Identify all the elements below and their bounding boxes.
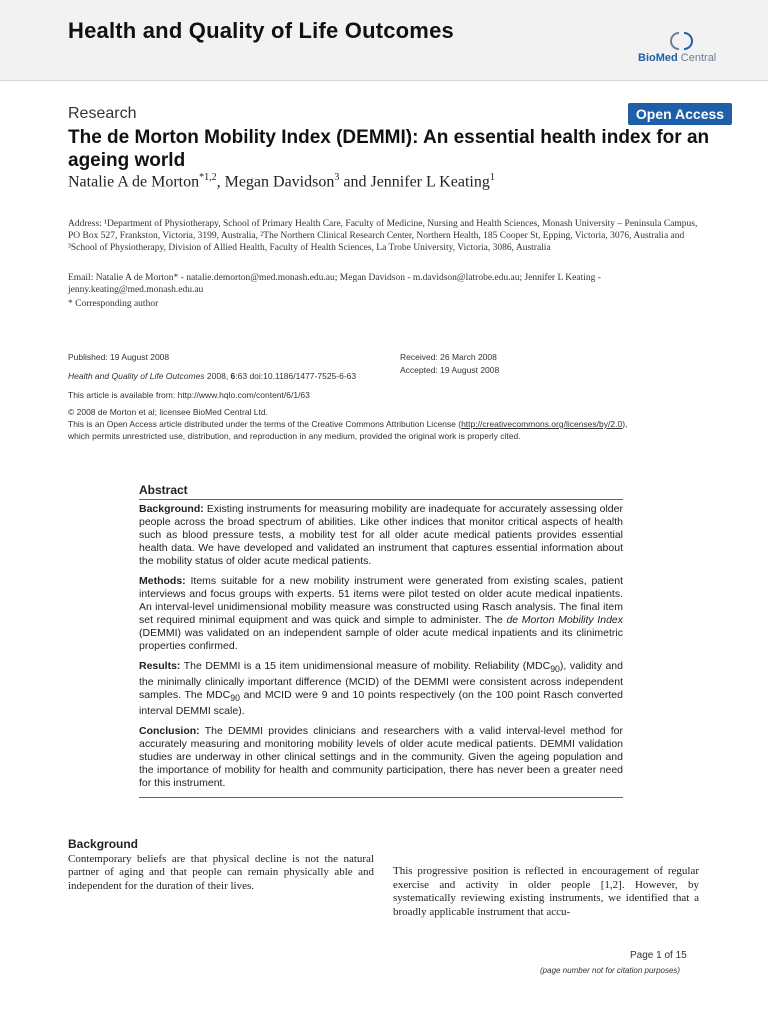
article-section: Research bbox=[68, 105, 137, 122]
accepted-date: Accepted: 19 August 2008 bbox=[400, 365, 500, 375]
logo-text-light: Central bbox=[677, 52, 717, 64]
page-number-note: (page number not for citation purposes) bbox=[540, 966, 681, 975]
body-paragraph: Contemporary beliefs are that physical decline is not the natural partner of aging and that people can remain physically able and independent for the duration of their lives. bbox=[68, 852, 374, 892]
author-name: Natalie A de Morton bbox=[68, 173, 200, 191]
citation-doi: :63 doi:10.1186/1477-7525-6-63 bbox=[235, 371, 357, 381]
author-separator: and bbox=[339, 173, 371, 191]
citation-volume: 6 bbox=[230, 371, 236, 381]
citation-year: 2008, bbox=[204, 371, 231, 381]
mdc-subscript: 90 bbox=[550, 664, 560, 675]
abstract-conclusion-label: Conclusion: bbox=[139, 725, 200, 738]
page-number: Page 1 of 15 bbox=[630, 950, 687, 961]
author-name: Megan Davidson bbox=[224, 173, 335, 191]
abstract-results-text: The DEMMI is a 15 item unidimensional measure of mobility. Reliability (MDC bbox=[180, 660, 551, 672]
abstract-heading: Abstract bbox=[139, 484, 623, 500]
author-name: Jennifer L Keating bbox=[370, 173, 490, 191]
logo-text-bold: BioMed bbox=[638, 52, 678, 64]
abstract-methods-label: Methods: bbox=[139, 575, 186, 587]
body-section-heading: Background bbox=[68, 837, 139, 851]
abstract-bottom-rule bbox=[139, 797, 623, 798]
journal-header bbox=[0, 0, 768, 81]
abstract-box bbox=[139, 484, 623, 798]
abstract-conclusion bbox=[139, 725, 623, 790]
abstract-results-text-mid: ), validity and the minimally clinically important difference (MCID) of the DEMMI were consistent across independent samples. The MDC bbox=[139, 660, 623, 702]
abstract-methods bbox=[139, 575, 623, 653]
abstract-background bbox=[139, 503, 623, 568]
abstract-background-label: Background: bbox=[139, 503, 204, 515]
abstract-conclusion-text: The DEMMI provides clinicians and researchers with a valid interval-level method for accurately measuring and monitoring mobility levels of older acute medical patients. DEMMI validation studies are underway in other clinical settings and in the community. Given the ageing population and the importance of mobility for health and community participation, there has never been a greater need for this instrument. bbox=[139, 725, 623, 790]
author-list bbox=[68, 172, 728, 191]
biomed-central-logo bbox=[638, 30, 730, 68]
citation-line bbox=[68, 370, 356, 382]
author-affiliation: 3 bbox=[334, 172, 340, 183]
published-date: Published: 19 August 2008 bbox=[68, 352, 170, 362]
author-affiliation: 1 bbox=[489, 172, 495, 183]
corresponding-author-note: * Corresponding author bbox=[68, 299, 159, 309]
license-line bbox=[68, 418, 728, 430]
license-terms: which permits unrestricted use, distribution, and reproduction in any medium, provided the original work is properly cited. bbox=[68, 431, 521, 441]
mdc-subscript: 90 bbox=[230, 693, 240, 704]
open-access-badge: Open Access bbox=[628, 103, 732, 125]
body-paragraph: This progressive position is reflected in encouragement of regular exercise and activity in older people [1,2]. However, by systematically reviewing existing instruments, we identified that a broadly applicable instrument that accu- bbox=[393, 865, 699, 918]
body-column-left bbox=[68, 838, 374, 893]
author-affiliation: *1,2 bbox=[199, 172, 217, 183]
received-date: Received: 26 March 2008 bbox=[400, 352, 497, 362]
author-addresses: Address: ¹Department of Physiotherapy, School of Primary Health Care, Faculty of Medicine, Nursing and Health Sciences, Monash University – Peninsula Campus, PO Box 527, Frankston, Victoria, 3199, Australia, ²The Northern Clinical Research Center, Northern Health, 185 Cooper St, Epping, Victoria, 3076, Australia and ³School of Physiotherapy, Division of Allied Health, Faculty of Health Sciences, La Trobe University, Victoria, 3086, Australia bbox=[68, 219, 698, 253]
article-url[interactable]: This article is available from: http://www.hqlo.com/content/6/1/63 bbox=[68, 390, 310, 400]
biomed-swirl-icon bbox=[670, 30, 694, 52]
copyright-line: © 2008 de Morton et al; licensee BioMed Central Ltd. bbox=[68, 407, 268, 417]
journal-title: Health and Quality of Life Outcomes bbox=[68, 18, 454, 43]
abstract-methods-italic: de Morton Mobility Index bbox=[506, 614, 623, 626]
license-text: This is an Open Access article distributed under the terms of the Creative Commons Attribution License ( bbox=[68, 419, 462, 429]
abstract-methods-text-end: (DEMMI) was validated on an independent sample of older acute medical inpatients and its clinimetric properties confirmed. bbox=[139, 627, 623, 652]
logo-text bbox=[638, 52, 716, 64]
license-link[interactable]: http://creativecommons.org/licenses/by/2.0 bbox=[461, 419, 623, 429]
license-text-end: ), bbox=[622, 419, 628, 429]
abstract-background-text: Existing instruments for measuring mobility are inadequate for accurately assessing older people across the broad spectrum of abilities. Like other indices that monitor critical aspects of health such as blood pressure tests, a mobility test for all older acute medical patients provides essential health data. We have developed and validated an instrument that captures essential information about the mobility status of older acute medical patients. bbox=[139, 503, 623, 567]
abstract-results bbox=[139, 660, 623, 718]
abstract-results-text-end: and MCID were 9 and 10 points respectively (on the 100 point Rasch converted interval DEMMI scale). bbox=[139, 689, 623, 718]
author-emails: Email: Natalie A de Morton* - natalie.demorton@med.monash.edu.au; Megan Davidson - m.davidson@latrobe.edu.au; Jennifer L Keating - jenny.keating@med.monash.edu.au bbox=[68, 273, 601, 295]
paper-title: The de Morton Mobility Index (DEMMI): An essential health index for an ageing world bbox=[68, 127, 710, 171]
abstract-methods-text: Items suitable for a new mobility instrument were generated from existing scales, patient interviews and focus groups with experts. 51 items were pilot tested on older acute medical inpatients. An interval-level unidimensional mobility measure was constructed using Rasch analysis. The final item set required minimal equipment and was quick and simple to administer. The bbox=[139, 575, 623, 626]
body-column-right bbox=[393, 865, 699, 919]
abstract-results-label: Results: bbox=[139, 660, 181, 672]
author-separator: , bbox=[216, 173, 225, 191]
citation-journal: Health and Quality of Life Outcomes bbox=[68, 371, 205, 381]
